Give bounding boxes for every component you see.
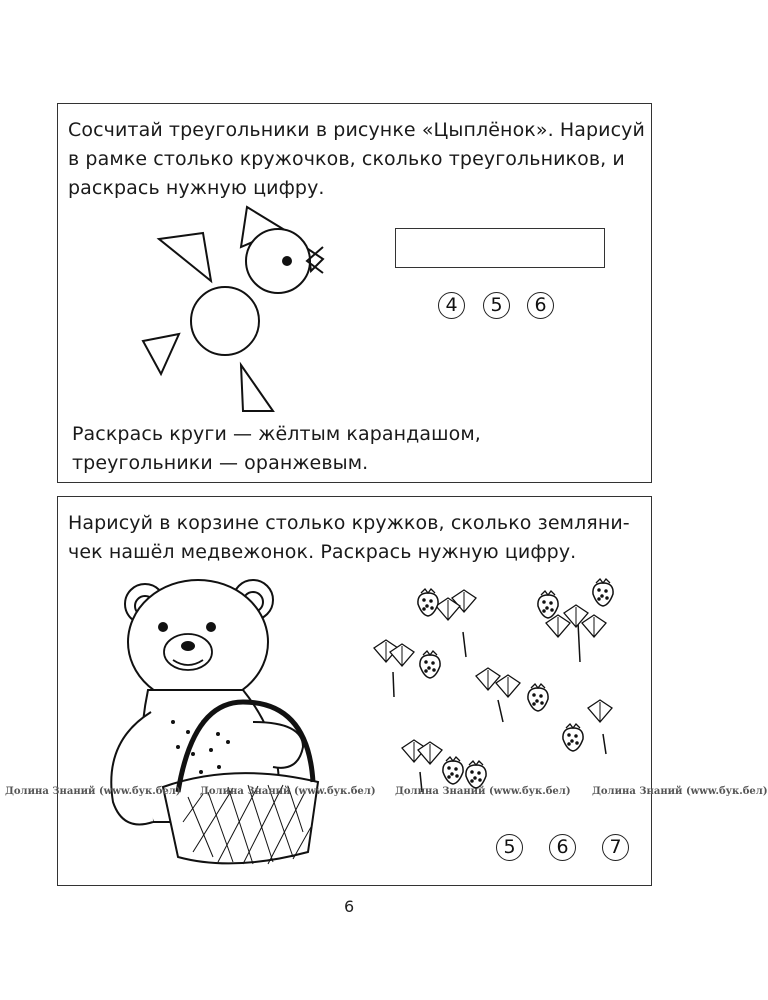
watermark: Долина Знаний (www.бук.бел) (395, 786, 571, 797)
instruction-line: Нарисуй в корзине столько кружков, сколько земляни- (68, 512, 630, 534)
task-1-panel (57, 103, 652, 483)
task-2-panel (57, 496, 652, 886)
choice-circle[interactable]: 5 (496, 834, 523, 861)
watermark: Долина Знаний (www.бук.бел) (592, 786, 768, 797)
coloring-note (72, 420, 481, 478)
watermark: Долина Знаний (www.бук.бел) (200, 786, 376, 797)
instruction-line: в рамке столько кружочков, сколько треугольников, и (68, 148, 625, 170)
choice-circle[interactable]: 7 (602, 834, 629, 861)
choice-circle[interactable]: 5 (483, 292, 510, 319)
watermark: Долина Знаний (www.бук.бел) (5, 786, 181, 797)
task-1-instruction (68, 116, 645, 203)
note-line: Раскрась круги — жёлтым карандашом, (72, 423, 481, 445)
chick-icon (143, 199, 333, 419)
bear-icon (93, 572, 343, 877)
instruction-line: Сосчитай треугольники в рисунке «Цыплёнок». Нарисуй (68, 119, 645, 141)
strawberry-plants-icon (358, 572, 633, 797)
answer-frame-1[interactable] (395, 228, 605, 268)
note-line: треугольники — оранжевым. (72, 452, 369, 474)
choice-circle[interactable]: 4 (438, 292, 465, 319)
choice-circle[interactable]: 6 (549, 834, 576, 861)
task-2-instruction (68, 509, 630, 567)
choice-circle[interactable]: 6 (527, 292, 554, 319)
page-number: 6 (344, 897, 355, 916)
instruction-line: раскрась нужную цифру. (68, 177, 325, 199)
instruction-line: чек нашёл медвежонок. Раскрась нужную цифру. (68, 541, 577, 563)
